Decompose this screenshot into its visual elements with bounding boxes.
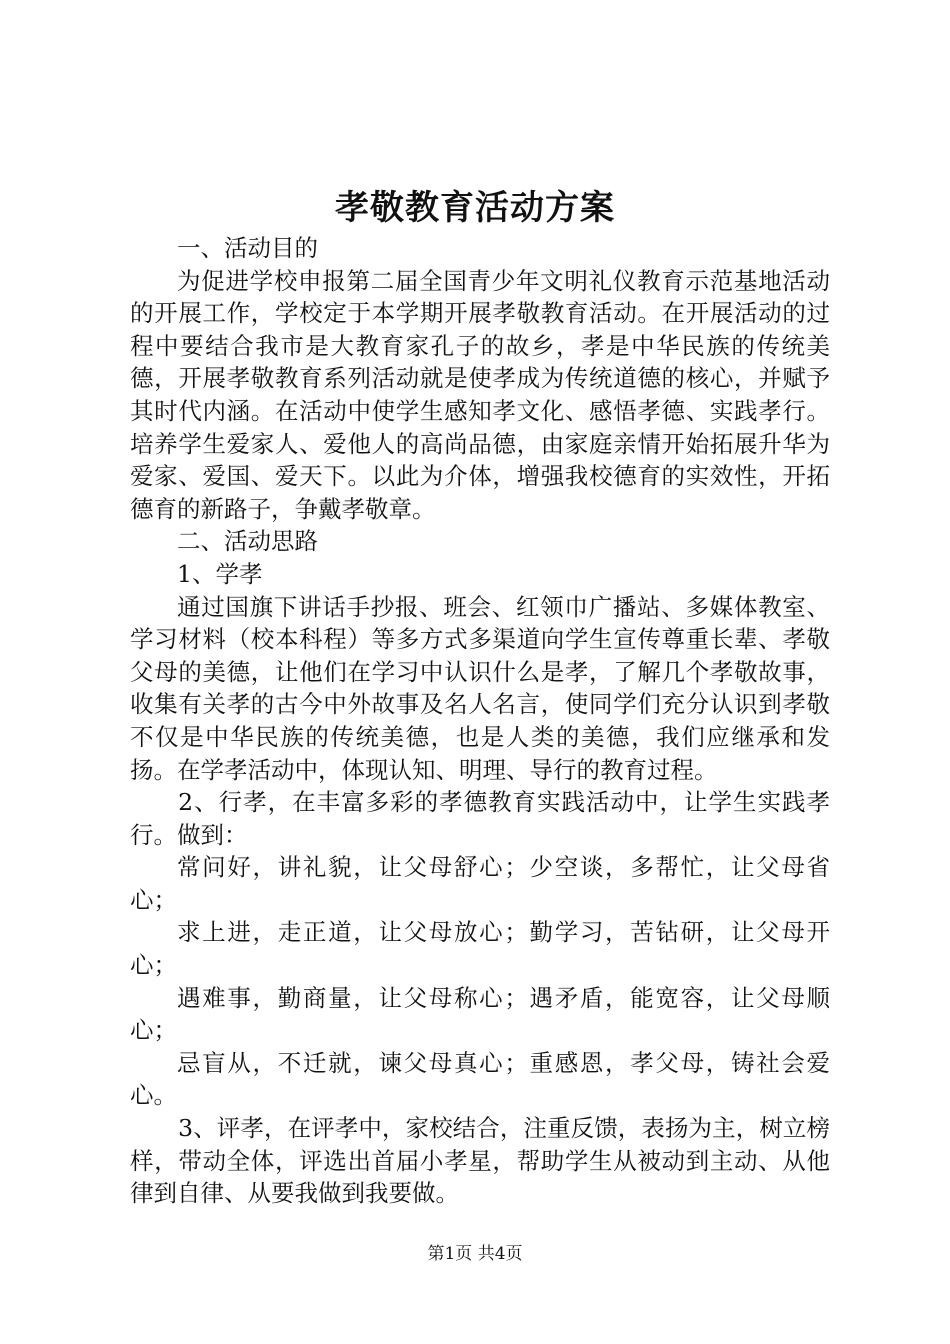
practice-line-3: 遇难事，勤商量，让父母称心；遇矛盾，能宽容，让父母顺心； <box>130 983 830 1045</box>
document-title: 孝敬教育活动方案 <box>335 188 615 228</box>
practice-line-1: 常问好，讲礼貌，让父母舒心；少空谈，多帮忙，让父母省心； <box>130 853 830 914</box>
section-heading-purpose: 一、活动目的 <box>177 234 318 262</box>
practice-line-4: 忌盲从，不迁就，谏父母真心；重感恩，孝父母，铸社会爱心。 <box>130 1048 830 1110</box>
subheading-learn: 1、学孝 <box>177 559 263 588</box>
section-heading-approach: 二、活动思路 <box>177 527 318 556</box>
document-body <box>130 232 830 1210</box>
paragraph-evaluate: 3、评孝，在评孝中，家校结合，注重反馈，表扬为主，树立榜样，带动全体，评选出首届小孝星，帮助学生从被动到主动、从他律到自律、从要我做到我要做。 <box>130 1114 830 1208</box>
page-footer: 第1页 共4页 <box>427 1244 523 1264</box>
paragraph-purpose: 为促进学校申报第二届全国青少年文明礼仪教育示范基地活动的开展工作，学校定于本学期开展孝敬教育活动。在开展活动的过程中要结合我市是大教育家孔子的故乡，孝是中华民族的传统美德，开展孝敬教育系列活动就是使孝成为传统道德的核心，并赋予其时代内涵。在活动中使学生感知孝文化、感悟孝德、实践孝行。培养学生爱家人、爱他人的高尚品德，由家庭亲情开始拓展升华为爱家、爱国、爱天下。以此为介体，增强我校德育的实效性，开拓德育的新路子，争戴孝敬章。 <box>130 266 830 523</box>
paragraph-learn: 通过国旗下讲话手抄报、班会、红领巾广播站、多媒体教室、学习材料（校本科程）等多方式多渠道向学生宣传尊重长辈、孝敬父母的美德，让他们在学习中认识什么是孝，了解几个孝敬故事，收集有关孝的古今中外故事及名人名言，使同学们充分认识到孝敬不仅是中华民族的传统美德，也是人类的美德，我们应继承和发扬。在学孝活动中，体现认知、明理、导行的教育过程。 <box>130 592 830 784</box>
practice-line-2: 求上进，走正道，让父母放心；勤学习，苦钻研，让父母开心； <box>130 918 830 980</box>
paragraph-practice: 2、行孝，在丰富多彩的孝德教育实践活动中，让学生实践孝行。做到： <box>130 788 830 849</box>
